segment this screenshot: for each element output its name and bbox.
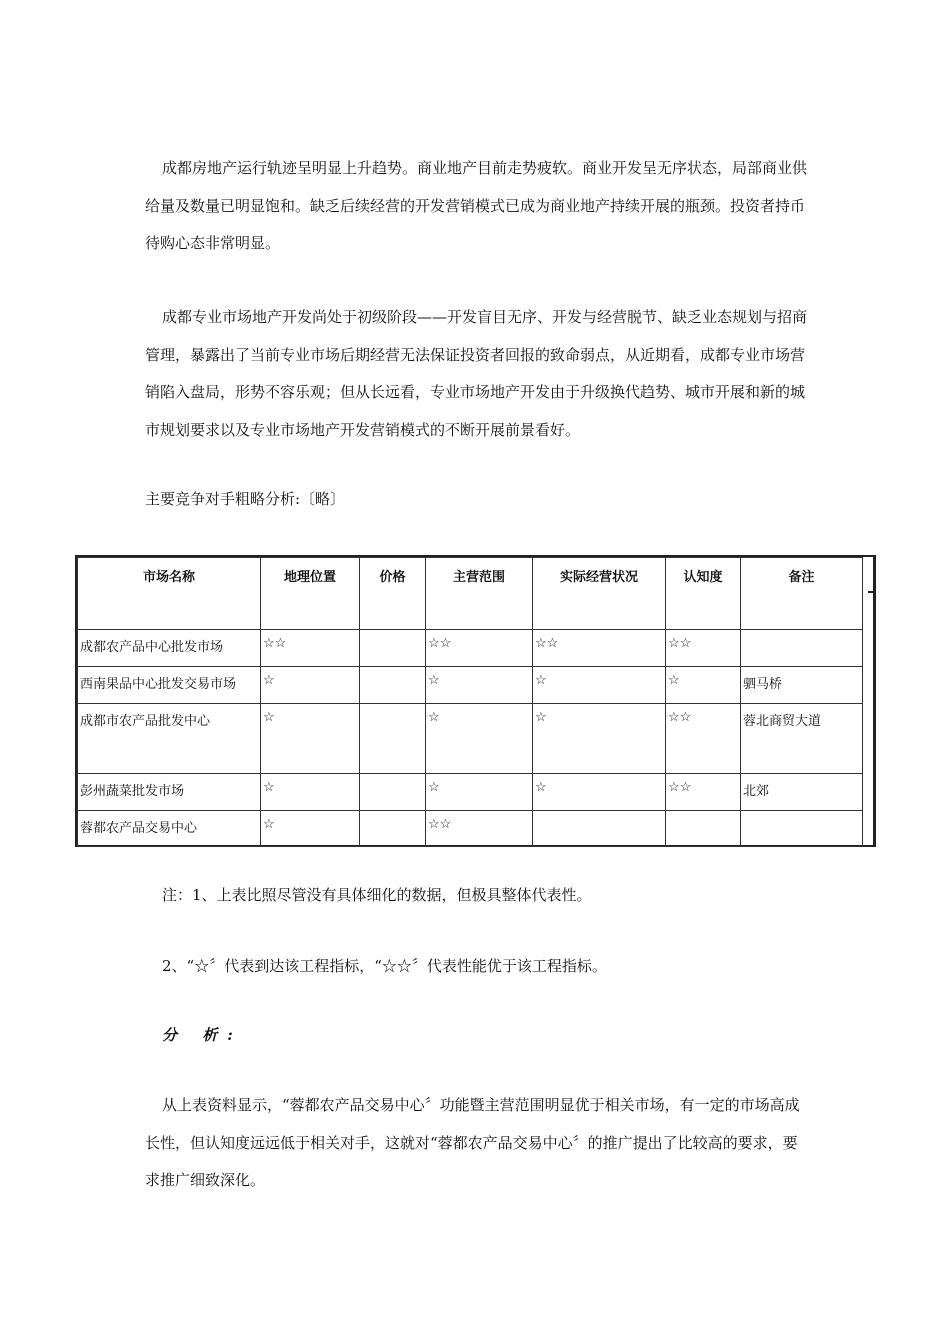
header-main-scope: 主营范围 [426, 558, 533, 630]
cell-market-name: 蓉都农产品交易中心 [78, 811, 261, 847]
table-row [78, 630, 863, 667]
cell-market-name: 成都市农产品批发中心 [78, 704, 261, 774]
cell-operating-status [533, 811, 666, 847]
market-paragraph: 成都专业市场地产开发尚处于初级阶段——开发盲目无序、开发与经营脱节、缺乏业态规划与招商管理，暴露出了当前专业市场后期经营无法保证投资者回报的致命弱点，从近期看，成都专业市场营销陷入盘局，形势不容乐观；但从长远看，专业市场地产开发由于升级换代趋势、城市开展和新的城市规划要求以及专业市场地产开发营销模式的不断开展前景看好。 [145, 308, 808, 439]
cell-remarks: 蓉北商贸大道 [741, 704, 863, 774]
cell-recognition [666, 811, 741, 847]
cell-recognition: ☆ [666, 667, 741, 704]
table-row [78, 704, 863, 774]
table-note-1: 注：1、上表比照尽管没有具体细化的数据，但极具整体代表性。 [162, 886, 592, 904]
header-operating-status: 实际经营状况 [533, 558, 666, 630]
cell-main-scope: ☆ [426, 774, 533, 811]
cell-remarks: 驷马桥 [741, 667, 863, 704]
table-caption: 主要竞争对手粗略分析:〔略〕 [145, 490, 346, 508]
table-row [78, 667, 863, 704]
cell-recognition: ☆☆ [666, 774, 741, 811]
cell-price [360, 667, 426, 704]
cell-price [360, 811, 426, 847]
cell-main-scope: ☆☆ [426, 630, 533, 667]
table-divider-tick [868, 591, 876, 593]
cell-operating-status: ☆ [533, 774, 666, 811]
table-row [78, 811, 863, 847]
cell-main-scope: ☆☆ [426, 811, 533, 847]
header-location: 地理位置 [261, 558, 360, 630]
cell-location: ☆ [261, 704, 360, 774]
table-header-row [78, 558, 863, 630]
analysis-paragraph: 从上表资料显示，“蓉都农产品交易中心〞功能暨主营范围明显优于相关市场，有一定的市场高成长性，但认知度远远低于相关对手，这就对“蓉都农产品交易中心〞的推广提出了比较高的要求，要求推广细致深化。 [145, 1096, 800, 1189]
cell-price [360, 630, 426, 667]
intro-paragraph: 成都房地产运行轨迹呈明显上升趋势。商业地产目前走势疲软。商业开发呈无序状态，局部商业供给量及数量已明显饱和。缺乏后续经营的开发营销模式已成为商业地产持续开展的瓶颈。投资者持币待购心态非常明显。 [145, 159, 808, 252]
cell-location: ☆ [261, 774, 360, 811]
header-recognition: 认知度 [666, 558, 741, 630]
cell-market-name: 彭州蔬菜批发市场 [78, 774, 261, 811]
table-row [78, 774, 863, 811]
table-note-2: 2、“☆〞代表到达该工程指标，“☆☆〞代表性能优于该工程指标。 [162, 957, 607, 975]
cell-location: ☆ [261, 811, 360, 847]
cell-operating-status: ☆ [533, 704, 666, 774]
cell-main-scope: ☆ [426, 667, 533, 704]
cell-operating-status: ☆☆ [533, 630, 666, 667]
cell-location: ☆ [261, 667, 360, 704]
header-market-name: 市场名称 [78, 558, 261, 630]
cell-location: ☆☆ [261, 630, 360, 667]
analysis-heading: 分 析: [162, 1026, 243, 1044]
cell-price [360, 704, 426, 774]
cell-operating-status: ☆ [533, 667, 666, 704]
cell-remarks: 北郊 [741, 774, 863, 811]
cell-market-name: 成都农产品中心批发市场 [78, 630, 261, 667]
cell-price [360, 774, 426, 811]
cell-remarks [741, 630, 863, 667]
competitor-table [75, 555, 876, 847]
cell-recognition: ☆☆ [666, 704, 741, 774]
cell-remarks [741, 811, 863, 847]
header-price: 价格 [360, 558, 426, 630]
cell-market-name: 西南果品中心批发交易市场 [78, 667, 261, 704]
cell-recognition: ☆☆ [666, 630, 741, 667]
header-remarks: 备注 [741, 558, 863, 630]
cell-main-scope: ☆ [426, 704, 533, 774]
competitor-grid [77, 557, 863, 847]
